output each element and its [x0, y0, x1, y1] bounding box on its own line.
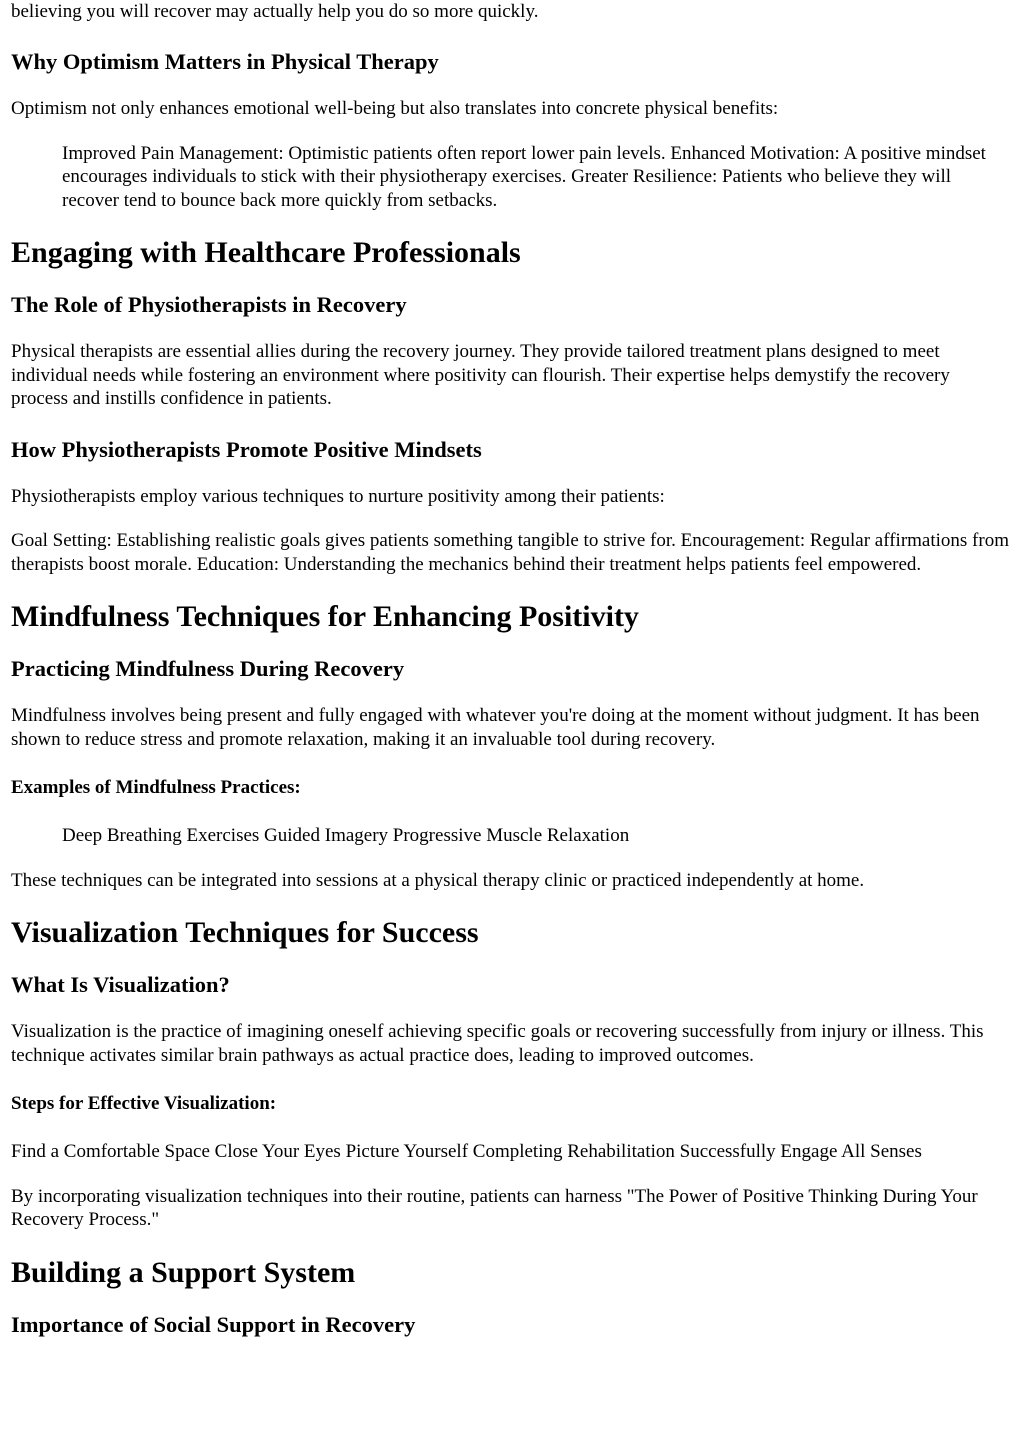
- optimism-intro: Optimism not only enhances emotional well-being but also translates into concrete physical benefits:: [11, 98, 779, 119]
- healthcare-heading: Engaging with Healthcare Professionals: [11, 236, 521, 269]
- social-heading: Importance of Social Support in Recovery: [11, 1311, 416, 1337]
- examples-closing: These techniques can be integrated into sessions at a physical therapy clinic or practiced independently at home.: [11, 869, 865, 891]
- what-is-text: Visualization is the practice of imagining oneself achieving specific goals or recovering successfully from injury or illness. This technique activates similar brain pathways as actual practice does, leading to improved outcomes.: [11, 1021, 984, 1066]
- optimism-benefits: Improved Pain Management: Optimistic patients often report lower pain levels. Enhanced Motivation: A positive mindset encourages individuals to stick with their physiotherapy exercises. Greater Resilience: Patients who believe they will recover tend to bounce back more quickly from setbacks.: [62, 142, 986, 211]
- article-body: [11, 0, 1011, 1338]
- support-heading: Building a Support System: [11, 1255, 356, 1289]
- physio-role-text: Physical therapists are essential allies during the recovery journey. They provide tailored treatment plans designed to meet individual needs while fostering an environment where positivity can flourish. Their expertise helps demystify the recovery process and instills confidence in patients.: [11, 341, 950, 409]
- steps-heading: Steps for Effective Visualization:: [11, 1093, 277, 1114]
- promote-intro: Physiotherapists employ various techniques to nurture positivity among their patients:: [11, 485, 665, 507]
- visualization-heading: Visualization Techniques for Success: [11, 916, 479, 949]
- physio-role-heading: The Role of Physiotherapists in Recovery: [11, 292, 407, 317]
- intro-paragraph: believing you will recover may actually help you do so more quickly.: [11, 0, 539, 22]
- examples-list: Deep Breathing Exercises Guided Imagery Progressive Muscle Relaxation: [62, 825, 630, 846]
- practicing-heading: Practicing Mindfulness During Recovery: [11, 656, 405, 681]
- what-is-heading: What Is Visualization?: [11, 972, 230, 997]
- promote-techniques: Goal Setting: Establishing realistic goals gives patients something tangible to strive for. Encouragement: Regular affirmations from therapists boost morale. Education: Understanding the mechanics behind their treatment helps patients feel empowered.: [11, 530, 1009, 575]
- practicing-text: Mindfulness involves being present and fully engaged with whatever you're doing at the moment without judgment. It has been shown to reduce stress and promote relaxation, making it an invaluable tool during recovery.: [11, 705, 980, 750]
- examples-block: [11, 824, 1011, 848]
- promote-heading: How Physiotherapists Promote Positive Mindsets: [11, 436, 482, 462]
- optimism-heading: Why Optimism Matters in Physical Therapy: [11, 49, 439, 74]
- steps-closing: By incorporating visualization techniques into their routine, patients can harness "The Power of Positive Thinking During Your Recovery Process.": [11, 1185, 978, 1230]
- steps-list: Find a Comfortable Space Close Your Eyes Picture Yourself Completing Rehabilitation Successfully Engage All Senses: [11, 1141, 922, 1162]
- examples-heading: Examples of Mindfulness Practices:: [11, 777, 301, 798]
- mindfulness-heading: Mindfulness Techniques for Enhancing Positivity: [11, 600, 639, 633]
- optimism-benefits-block: [11, 142, 1011, 213]
